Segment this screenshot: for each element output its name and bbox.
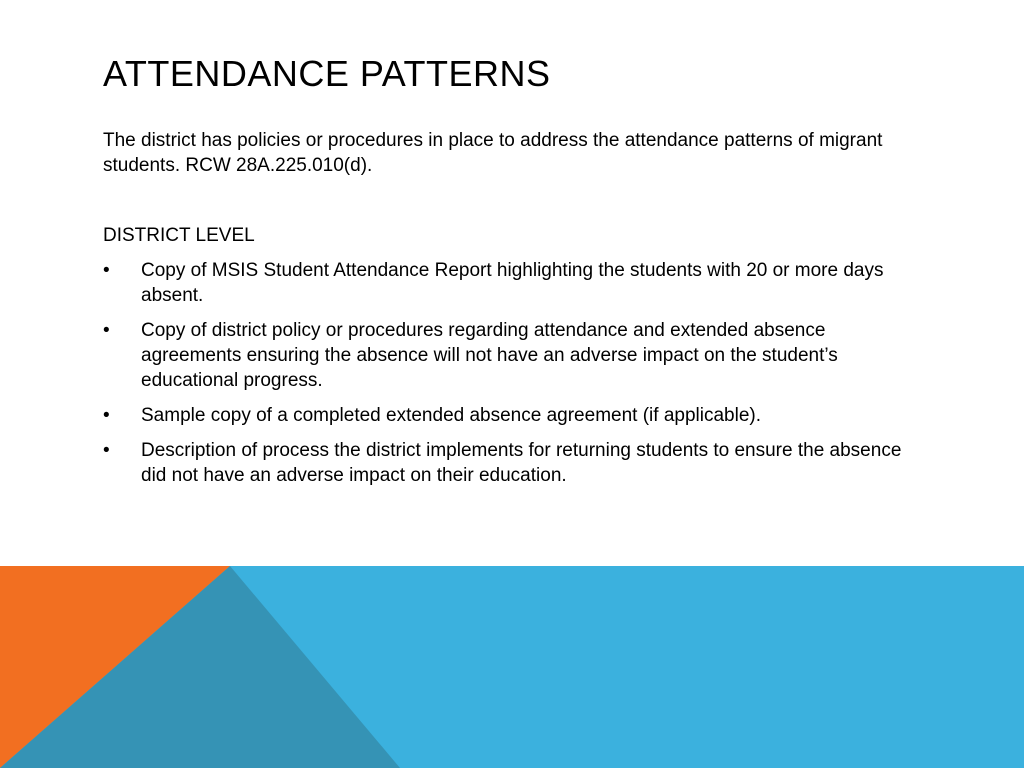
bullet-icon: •	[103, 260, 110, 281]
bullet-text: Sample copy of a completed extended absence agreement (if applicable).	[141, 405, 761, 426]
section-heading: DISTRICT LEVEL	[103, 225, 255, 246]
list-item	[103, 318, 923, 393]
intro-paragraph: The district has policies or procedures in place to address the attendance patterns of migrant students. RCW 28A.225.010(d).	[103, 130, 883, 176]
slide-body	[103, 128, 923, 498]
bullet-text: Copy of MSIS Student Attendance Report highlighting the students with 20 or more days absent.	[141, 260, 884, 306]
bullet-icon: •	[103, 320, 110, 341]
bullet-icon: •	[103, 440, 110, 461]
bullet-list	[103, 258, 923, 488]
bullet-text: Copy of district policy or procedures regarding attendance and extended absence agreements ensuring the absence will not have an adverse impact on the student’s educational progress.	[141, 320, 838, 391]
bullet-icon: •	[103, 405, 110, 426]
list-item	[103, 403, 923, 428]
footer-decoration	[0, 566, 1024, 768]
list-item	[103, 258, 923, 308]
bullet-text: Description of process the district implements for returning students to ensure the absence did not have an adverse impact on their education.	[141, 440, 902, 486]
list-item	[103, 438, 923, 488]
slide-title: ATTENDANCE PATTERNS	[103, 53, 551, 94]
